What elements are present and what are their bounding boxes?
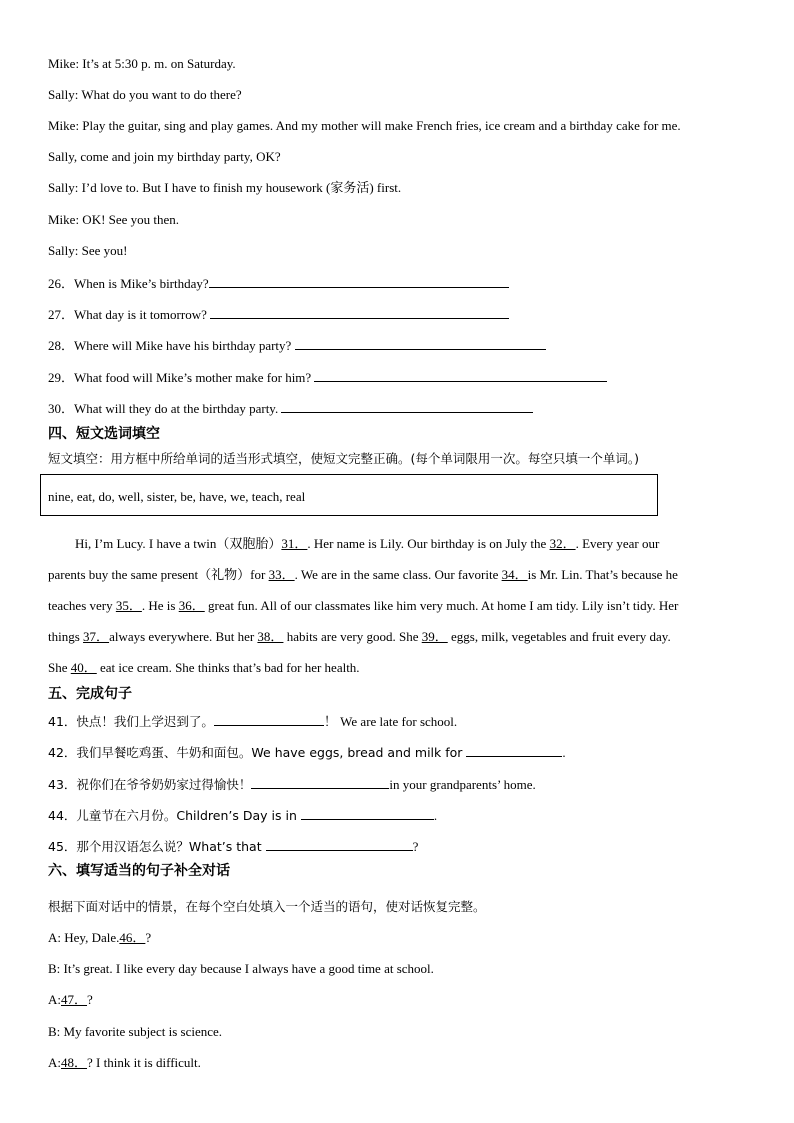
section-4-title: 四、短文选词填空	[48, 426, 160, 442]
answer-blank[interactable]	[281, 399, 533, 413]
question-29	[48, 368, 607, 386]
dialogue-line: Mike: It’s at 5:30 p. m. on Saturday.	[48, 56, 236, 71]
passage-text: eat ice cream. She thinks that’s bad for her health.	[96, 660, 360, 675]
dialogue-line: Mike: Play the guitar, sing and play games. And my mother will make French fries, ice cream and a birthday cake for me.	[48, 118, 681, 133]
question-text: 29．What food will Mike’s mother make for him?	[48, 370, 312, 385]
question-26	[48, 274, 509, 292]
answer-blank[interactable]	[301, 806, 434, 820]
question-41	[48, 712, 457, 730]
question-text: .	[433, 808, 438, 823]
answer-blank[interactable]	[210, 305, 509, 319]
answer-blank[interactable]	[314, 368, 607, 382]
passage-text: teaches very	[48, 598, 116, 613]
question-text: 44．儿童节在六月份。Children’s Day is in	[48, 808, 301, 823]
question-text: 26．When is Mike’s birthday?	[48, 276, 209, 291]
section-6-title: 六、填写适当的句子补全对话	[48, 863, 230, 879]
dialogue-line: Sally: I’d love to. But I have to finish my housework (家务活) first.	[48, 180, 402, 195]
blank-34[interactable]: 34．	[501, 567, 528, 582]
dialogue-text: A:	[48, 1055, 61, 1070]
word-box-text: nine, eat, do, well, sister, be, have, we, teach, real	[48, 489, 306, 504]
question-42	[48, 743, 566, 761]
dialogue-text: ?	[87, 992, 93, 1007]
passage-text: . We are in the same class. Our favorite	[294, 567, 502, 582]
passage-text: parents buy the same present（礼物）for	[48, 567, 269, 582]
word-box	[40, 474, 658, 516]
question-text: .	[562, 745, 566, 760]
blank-38[interactable]: 38．	[257, 629, 284, 644]
blank-48[interactable]: 48．	[61, 1055, 88, 1070]
dialogue-line: Sally, come and join my birthday party, OK?	[48, 149, 281, 164]
answer-blank[interactable]	[251, 775, 389, 789]
passage-text: . Her name is Lily. Our birthday is on July the	[307, 536, 550, 551]
blank-33[interactable]: 33．	[268, 567, 295, 582]
dialogue-line	[48, 1055, 201, 1071]
question-44	[48, 806, 437, 824]
question-text: in your grandparents’ home.	[389, 777, 536, 792]
blank-35[interactable]: 35．	[115, 598, 142, 613]
dialogue-text: ?	[145, 930, 152, 945]
blank-46[interactable]: 46．	[119, 930, 146, 945]
dialogue-line	[48, 992, 93, 1008]
question-text: ?	[412, 839, 419, 854]
blank-32[interactable]: 32．	[549, 536, 576, 551]
passage-line	[48, 598, 678, 614]
dialogue-line: B: My favorite subject is science.	[48, 1024, 223, 1039]
passage-text: eggs, milk, vegetables and fruit every day.	[447, 629, 671, 644]
passage-text: . Every year our	[575, 536, 660, 551]
dialogue-text: A:	[48, 992, 61, 1007]
passage-text: great fun. All of our classmates like him very much. At home I am tidy. Lily isn’t tidy. Her	[204, 598, 679, 613]
section-4-instruction: 短文填空：用方框中所给单词的适当形式填空，使短文完整正确。(每个单词限用一次。每空只填一个单词。)	[48, 451, 640, 466]
answer-blank[interactable]	[266, 837, 413, 851]
section-6-instruction: 根据下面对话中的情景，在每个空白处填入一个适当的语句，使对话恢复完整。	[48, 899, 486, 914]
blank-31[interactable]: 31．	[281, 536, 308, 551]
blank-40[interactable]: 40．	[70, 660, 97, 675]
blank-37[interactable]: 37．	[83, 629, 110, 644]
passage-text: things	[48, 629, 84, 644]
question-text: 41．快点！我们上学迟到了。	[48, 714, 214, 729]
answer-blank[interactable]	[214, 712, 324, 726]
question-45	[48, 837, 418, 855]
passage-line	[48, 567, 678, 583]
answer-blank[interactable]	[209, 274, 509, 288]
passage-text: always everywhere. But her	[109, 629, 258, 644]
passage-text: She	[48, 660, 71, 675]
passage-line	[48, 660, 360, 676]
passage-line	[48, 629, 671, 645]
dialogue-line: Sally: What do you want to do there?	[48, 87, 242, 102]
question-27	[48, 305, 509, 323]
passage-line	[75, 536, 659, 552]
blank-39[interactable]: 39．	[421, 629, 448, 644]
answer-blank[interactable]	[466, 743, 562, 757]
question-text: 28．Where will Mike have his birthday party?	[48, 338, 292, 353]
passage-text: habits are very good. She	[283, 629, 422, 644]
dialogue-line: B: It’s great. I like every day because I always have a good time at school.	[48, 961, 434, 976]
question-text: 42．我们早餐吃鸡蛋、牛奶和面包。We have eggs, bread and milk for	[48, 745, 467, 760]
question-text: 43．祝你们在爷爷奶奶家过得愉快！	[48, 777, 252, 792]
question-43	[48, 775, 536, 793]
question-text: 45．那个用汉语怎么说？What’s that	[48, 839, 266, 854]
blank-36[interactable]: 36．	[178, 598, 205, 613]
dialogue-line	[48, 930, 151, 946]
question-text: 30．What will they do at the birthday party.	[48, 401, 279, 416]
question-text: ！ We are late for school.	[323, 714, 458, 729]
dialogue-line: Mike: OK! See you then.	[48, 212, 180, 227]
question-30	[48, 399, 533, 417]
dialogue-text: A: Hey, Dale.	[48, 930, 120, 945]
section-5-title: 五、完成句子	[48, 686, 132, 702]
passage-text: . He is	[141, 598, 179, 613]
question-28	[48, 336, 546, 354]
passage-text: is Mr. Lin. That’s because he	[527, 567, 678, 582]
question-text: 27．What day is it tomorrow?	[48, 307, 207, 322]
dialogue-line: Sally: See you!	[48, 243, 128, 258]
answer-blank[interactable]	[295, 336, 546, 350]
passage-text: Hi, I’m Lucy. I have a twin（双胞胎）	[75, 536, 282, 551]
blank-47[interactable]: 47．	[61, 992, 88, 1007]
dialogue-text: ? I think it is difficult.	[87, 1055, 201, 1070]
